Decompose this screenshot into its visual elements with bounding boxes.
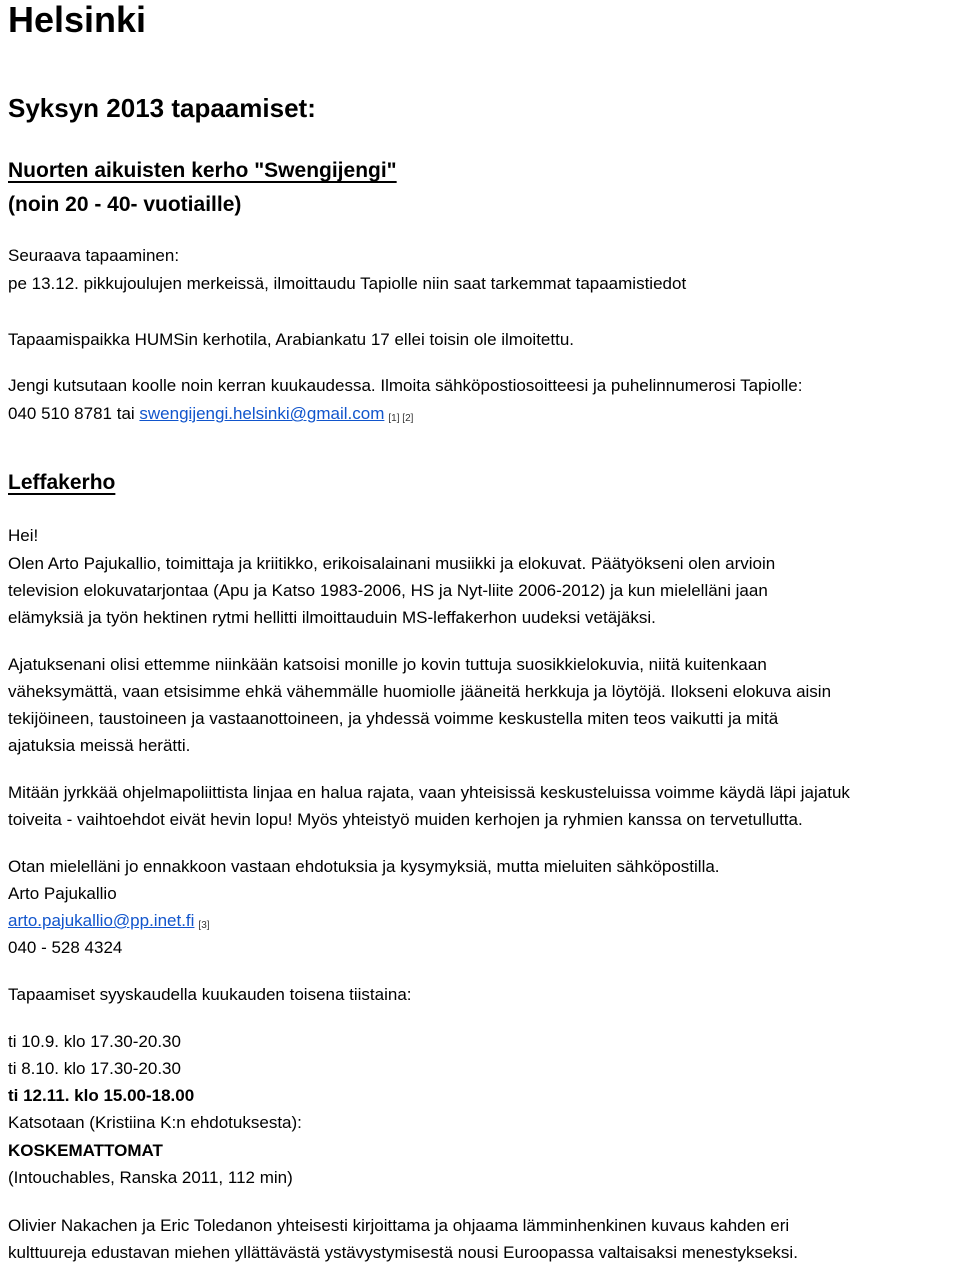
next-meeting-text: pe 13.12. pikkujoulujen merkeissä, ilmoittaudu Tapiolle niin saat tarkemmat tapaamistiedot — [8, 274, 687, 293]
contact-email-link[interactable]: arto.pajukallio@pp.inet.fi — [8, 911, 195, 930]
intro-line-3: elämyksiä ja työn hektinen rytmi hellitti ilmoittauduin MS-leffakerhon uudeksi vetäjäksi. — [8, 608, 656, 627]
swengi-email-link[interactable]: swengijengi.helsinki@gmail.com — [139, 404, 385, 423]
phone-text: 040 510 8781 tai — [8, 404, 140, 423]
reference-links[interactable]: [1] [2] — [388, 413, 414, 424]
intro-line-1: Olen Arto Pajukallio, toimittaja ja kriitikko, erikoisalainani musiikki ja elokuvat. Päätyökseni olen arvioin — [8, 554, 776, 573]
section-heading: Syksyn 2013 tapaamiset: — [8, 93, 316, 123]
description-line-1: Olivier Nakachen ja Eric Toledanon yhteisesti kirjoittama ja ohjaama lämminhenkinen kuvaus kahden eri — [8, 1216, 790, 1235]
greeting: Hei! — [8, 526, 39, 545]
idea-line-4: ajatuksia meissä herätti. — [8, 736, 191, 755]
schedule-label: Tapaamiset syyskaudella kuukauden toisena tiistaina: — [8, 985, 412, 1004]
contact-email-line — [8, 911, 210, 936]
reference-link[interactable]: [3] — [198, 920, 210, 931]
swengi-heading: Nuorten aikuisten kerho "Swengijengi" — [8, 159, 397, 182]
schedule-date-2: ti 8.10. klo 17.30-20.30 — [8, 1059, 181, 1078]
contact-line — [8, 404, 413, 429]
schedule-date-highlight: ti 12.11. klo 15.00-18.00 — [8, 1086, 195, 1105]
leffakerho-heading: Leffakerho — [8, 471, 116, 494]
film-info: (Intouchables, Ranska 2011, 112 min) — [8, 1168, 293, 1187]
idea-line-1: Ajatuksenani olisi ettemme niinkään katsoisi monille jo kovin tuttuja suosikkielokuvia, niitä kuitenkaan — [8, 655, 767, 674]
next-meeting-label: Seuraava tapaaminen: — [8, 246, 180, 265]
watch-label: Katsotaan (Kristiina K:n ehdotuksesta): — [8, 1113, 302, 1132]
film-title: KOSKEMATTOMAT — [8, 1141, 163, 1160]
swengi-age-range: (noin 20 - 40- vuotiaille) — [8, 193, 242, 216]
intro-line-2: television elokuvatarjontaa (Apu ja Katso 1983-2006, HS ja Nyt-liite 2006-2012) ja kun mielelläni jaan — [8, 581, 768, 600]
contact-name: Arto Pajukallio — [8, 884, 117, 903]
idea-line-2: väheksymättä, vaan etsisimme ehkä vähemmälle huomiolle jääneitä herkkuja ja löytöjä. Ilokseni elokuva aisin — [8, 682, 832, 701]
invite-text: Jengi kutsutaan koolle noin kerran kuukaudessa. Ilmoita sähköpostiosoitteesi ja puhelinnumerosi Tapiolle: — [8, 376, 803, 395]
meeting-place: Tapaamispaikka HUMSin kerhotila, Arabiankatu 17 ellei toisin ole ilmoitettu. — [8, 330, 575, 349]
schedule-date-1: ti 10.9. klo 17.30-20.30 — [8, 1032, 181, 1051]
contact-intro: Otan mielelläni jo ennakkoon vastaan ehdotuksia ja kysymyksiä, mutta mieluiten sähköpostilla. — [8, 857, 720, 876]
policy-line-1: Mitään jyrkkää ohjelmapoliittista linjaa en halua rajata, vaan yhteisissä keskusteluissa voimme käydä läpi jajatuk — [8, 783, 850, 802]
description-line-2: kulttuureja edustavan miehen yllättävästä ystävystymisestä nousi Euroopassa valtaisaksi menestykseksi. — [8, 1243, 798, 1262]
idea-line-3: tekijöineen, taustoineen ja vastaanottoineen, ja yhdessä voimme keskustella miten teos vaikutti ja mitä — [8, 709, 779, 728]
page-title: Helsinki — [8, 0, 147, 40]
contact-phone: 040 - 528 4324 — [8, 938, 123, 957]
policy-line-2: toiveita - vaihtoehdot eivät hevin lopu! Myös yhteistyö muiden kerhojen ja ryhmien kanssa on tervetullutta. — [8, 810, 803, 829]
